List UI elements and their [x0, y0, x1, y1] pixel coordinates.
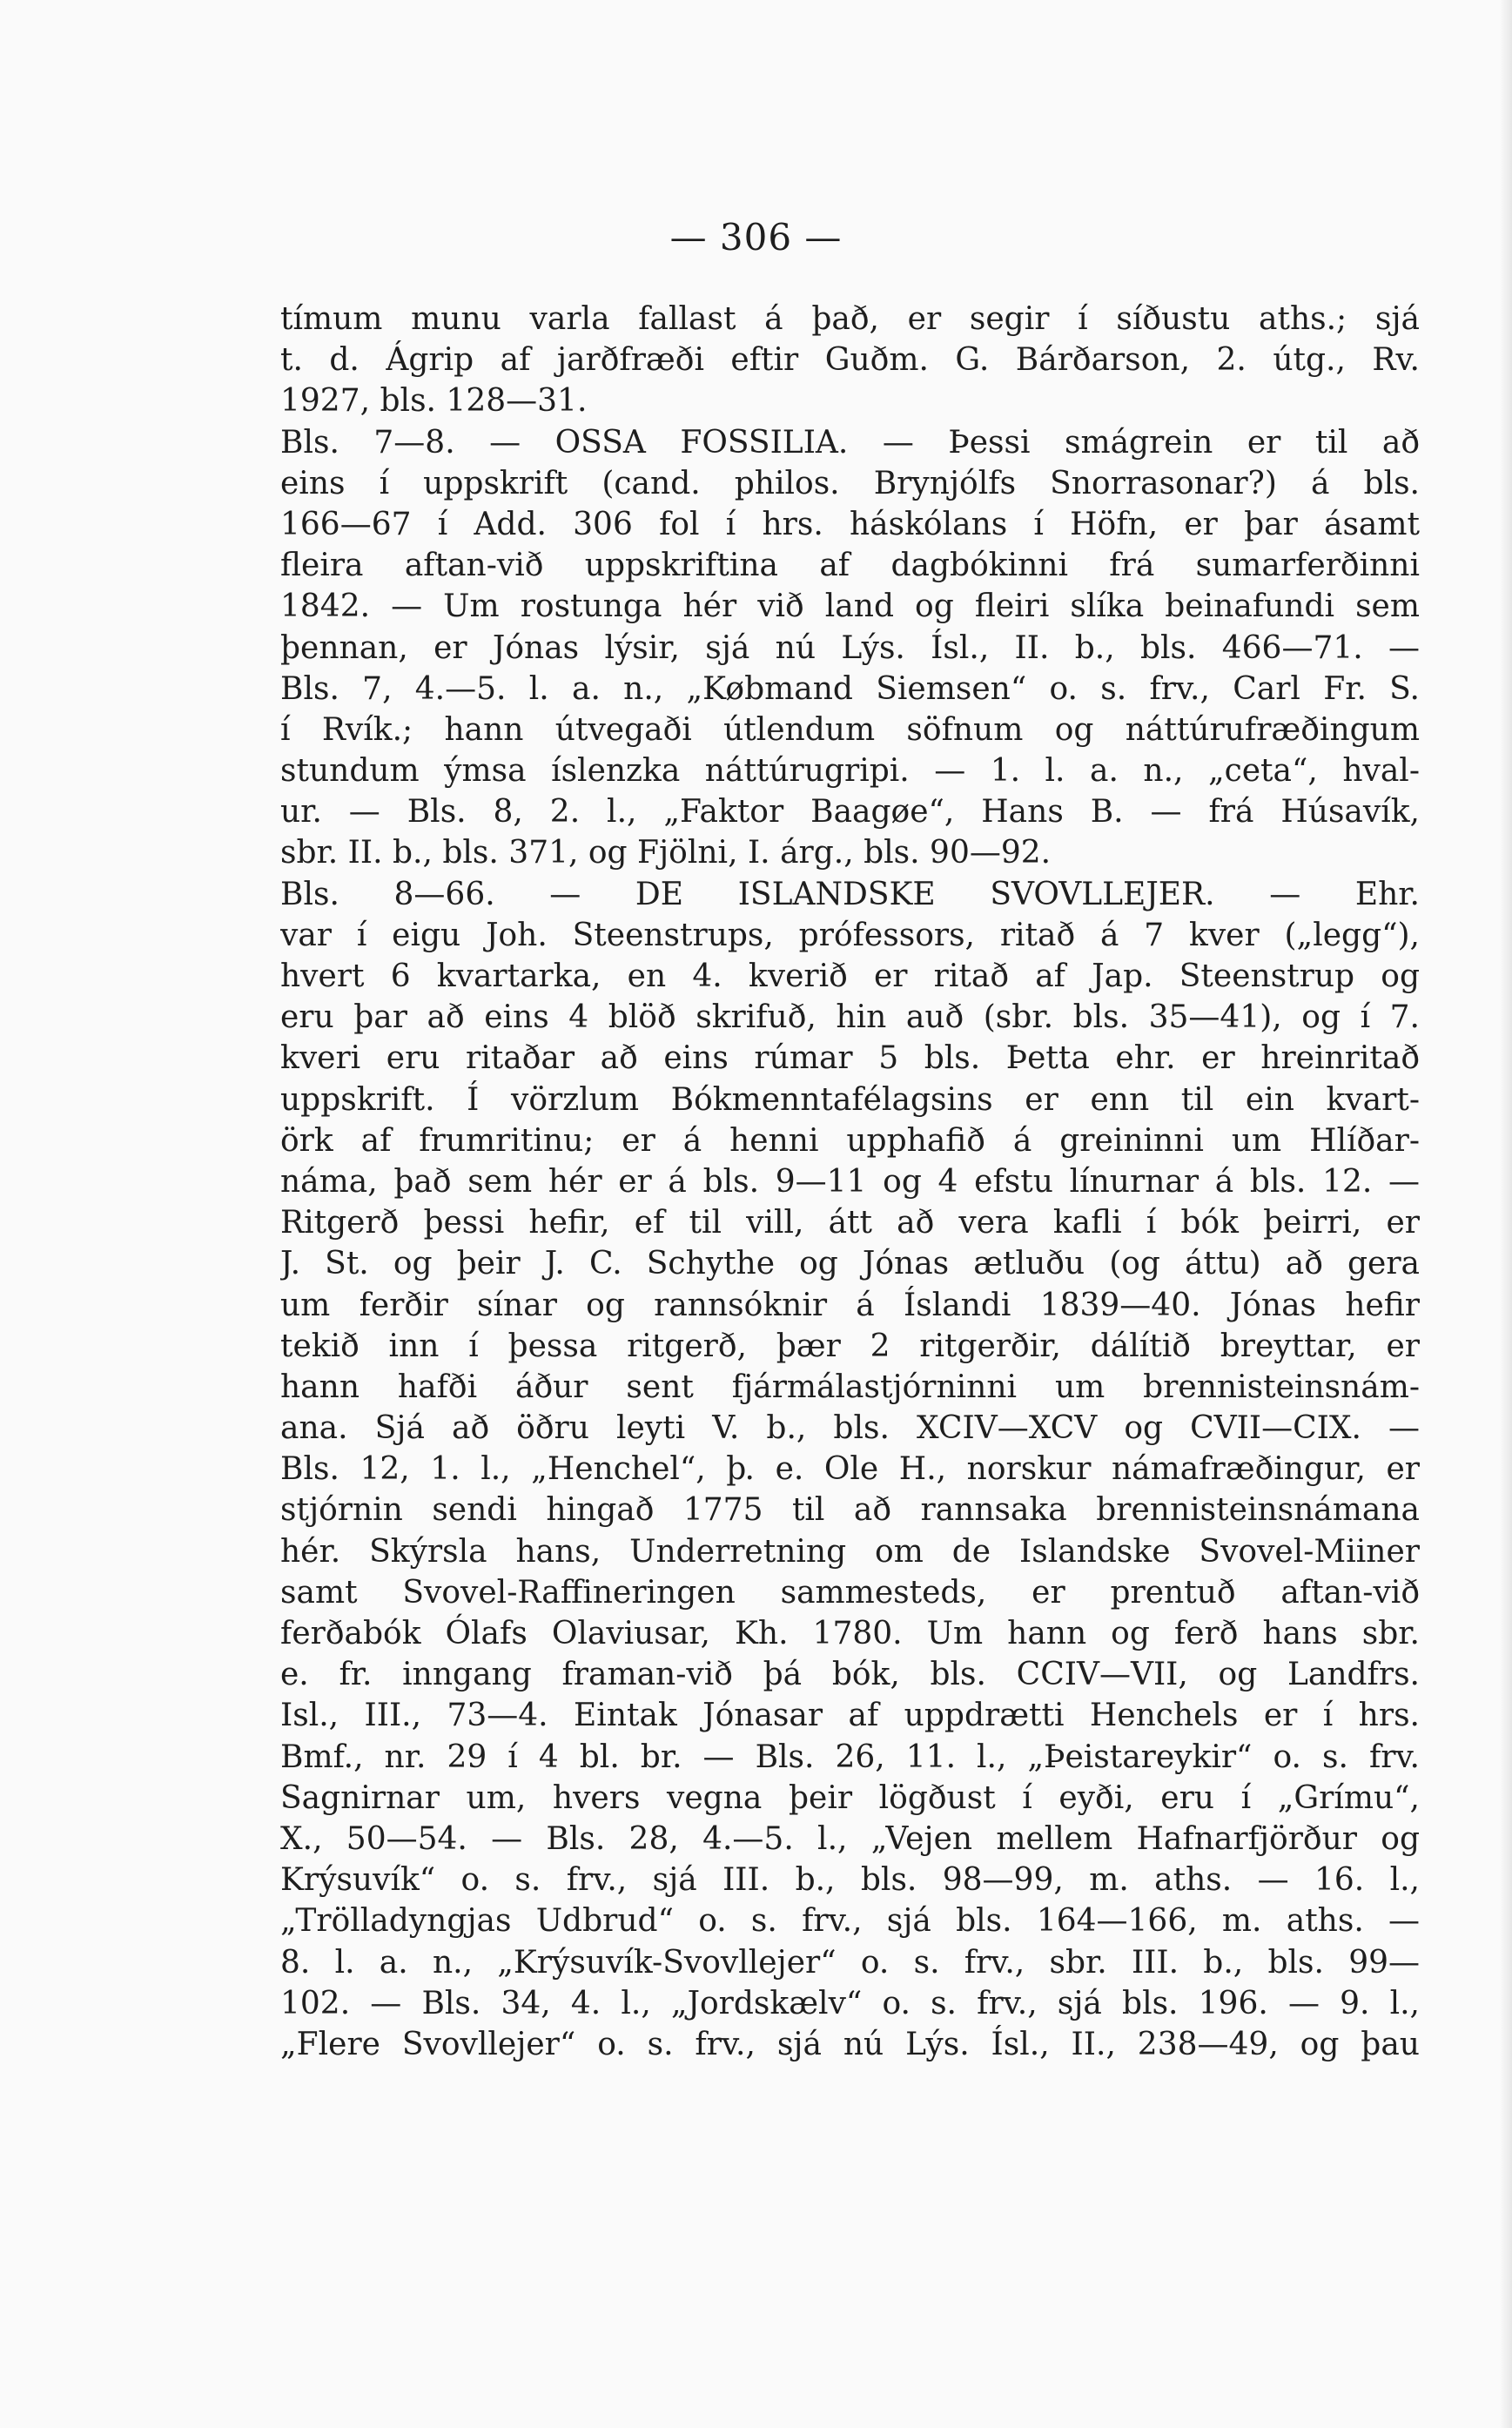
text-line: 8. l. a. n., „Krýsuvík-Svovllejer“ o. s. frv., sbr. III. b., bls. 99—	[280, 1944, 1420, 1981]
text-line: eru þar að eins 4 blöð skrifuð, hin auð (sbr. bls. 35—41), og í 7.	[280, 999, 1420, 1036]
text-line: tímum munu varla fallast á það, er segir í síðustu aths.; sjá	[280, 301, 1420, 337]
body-text	[280, 299, 1420, 2065]
text-line: Ritgerð þessi hefir, ef til vill, átt að vera kafli í bók þeirri, er	[280, 1205, 1420, 1241]
text-line: Bls. 7—8. — OSSA FOSSILIA. — Þessi smágrein er til að	[280, 424, 1420, 461]
text-line: Isl., III., 73—4. Eintak Jónasar af uppdrætti Henchels er í hrs.	[280, 1698, 1420, 1734]
text-line: Bls. 12, 1. l., „Henchel“, þ. e. Ole H., norskur námafræðingur, er	[280, 1451, 1420, 1488]
text-line: eins í uppskrift (cand. philos. Brynjólfs Snorrasonar?) á bls.	[280, 465, 1420, 501]
text-line: ur. — Bls. 8, 2. l., „Faktor Baagøe“, Hans B. — frá Húsavík,	[280, 794, 1420, 831]
text-line: Bls. 7, 4.—5. l. a. n., „Købmand Siemsen“ o. s. frv., Carl Fr. S.	[280, 670, 1420, 707]
text-line: hér. Skýrsla hans, Underretning om de Islandske Svovel-Miiner	[280, 1533, 1420, 1570]
text-line: Krýsuvík“ o. s. frv., sjá III. b., bls. 98—99, m. aths. — 16. l.,	[280, 1862, 1420, 1899]
text-line: X., 50—54. — Bls. 28, 4.—5. l., „Vejen mellem Hafnarfjörður og	[280, 1820, 1420, 1857]
page-edge-shadow	[1500, 0, 1512, 2428]
text-line: 1927, bls. 128—31.	[280, 383, 588, 420]
text-line: stundum ýmsa íslenzka náttúrugripi. — 1. l. a. n., „ceta“, hval-	[280, 753, 1420, 790]
text-line: ana. Sjá að öðru leyti V. b., bls. XCIV—XCV og CVII—CIX. —	[280, 1410, 1420, 1447]
text-line: sbr. II. b., bls. 371, og Fjölni, I. árg., bls. 90—92.	[280, 835, 1052, 871]
text-line: um ferðir sínar og rannsóknir á Íslandi 1839—40. Jónas hefir	[280, 1287, 1420, 1323]
text-line: t. d. Ágrip af jarðfræði eftir Guðm. G. Bárðarson, 2. útg., Rv.	[280, 342, 1420, 379]
text-line: fleira aftan-við uppskriftina af dagbókinni frá sumarferðinni	[280, 548, 1420, 584]
text-line: Bmf., nr. 29 í 4 bl. br. — Bls. 26, 11. l., „Þeistareykir“ o. s. frv.	[280, 1739, 1420, 1775]
text-line: stjórnin sendi hingað 1775 til að rannsaka brennisteinsnámana	[280, 1492, 1420, 1529]
text-line: „Trölladyngjas Udbrud“ o. s. frv., sjá bls. 164—166, m. aths. —	[280, 1903, 1420, 1940]
text-line: 166—67 í Add. 306 fol í hrs. háskólans í Höfn, er þar ásamt	[280, 506, 1420, 542]
text-line: tekið inn í þessa ritgerð, þær 2 ritgerðir, dálítið breyttar, er	[280, 1328, 1420, 1364]
text-line: örk af frumritinu; er á henni upphafið á greininni um Hlíðar-	[280, 1122, 1420, 1159]
text-line: J. St. og þeir J. C. Schythe og Jónas ætluðu (og áttu) að gera	[280, 1246, 1420, 1282]
text-line: 1842. — Um rostunga hér við land og fleiri slíka beinafundi sem	[280, 589, 1420, 625]
text-line: í Rvík.; hann útvegaði útlendum söfnum og náttúrufræðingum	[280, 711, 1420, 748]
text-line: kveri eru ritaðar að eins rúmar 5 bls. Þetta ehr. er hreinritað	[280, 1040, 1420, 1077]
text-line: Bls. 8—66. — DE ISLANDSKE SVOVLLEJER. — Ehr.	[280, 876, 1420, 912]
text-line: ferðabók Ólafs Olaviusar, Kh. 1780. Um hann og ferð hans sbr.	[280, 1616, 1420, 1651]
text-line: hann hafði áður sent fjármálastjórninni um brennisteinsnám-	[280, 1369, 1420, 1405]
text-line: hvert 6 kvartarka, en 4. kverið er ritað af Jap. Steenstrup og	[280, 958, 1420, 994]
text-line: þennan, er Jónas lýsir, sjá nú Lýs. Ísl., II. b., bls. 466—71. —	[280, 629, 1420, 666]
text-line: uppskrift. Í vörzlum Bókmenntafélagsins er enn til ein kvart-	[280, 1081, 1420, 1118]
page-number: — 306 —	[669, 216, 843, 259]
text-line: e. fr. inngang framan-við þá bók, bls. CCIV—VII, og Landfrs.	[280, 1657, 1420, 1693]
text-line: samt Svovel-Raffineringen sammesteds, er prentuð aftan-við	[280, 1574, 1420, 1611]
text-line: var í eigu Joh. Steenstrups, prófessors, ritað á 7 kver („legg“),	[280, 917, 1420, 953]
text-line: náma, það sem hér er á bls. 9—11 og 4 efstu línurnar á bls. 12. —	[280, 1163, 1420, 1200]
text-line: Sagnirnar um, hvers vegna þeir lögðust í eyði, eru í „Grímu“,	[280, 1779, 1420, 1816]
text-line: 102. — Bls. 34, 4. l., „Jordskælv“ o. s. frv., sjá bls. 196. — 9. l.,	[280, 1985, 1420, 2021]
text-line: „Flere Svovllejer“ o. s. frv., sjá nú Lýs. Ísl., II., 238—49, og þau	[280, 2026, 1420, 2062]
